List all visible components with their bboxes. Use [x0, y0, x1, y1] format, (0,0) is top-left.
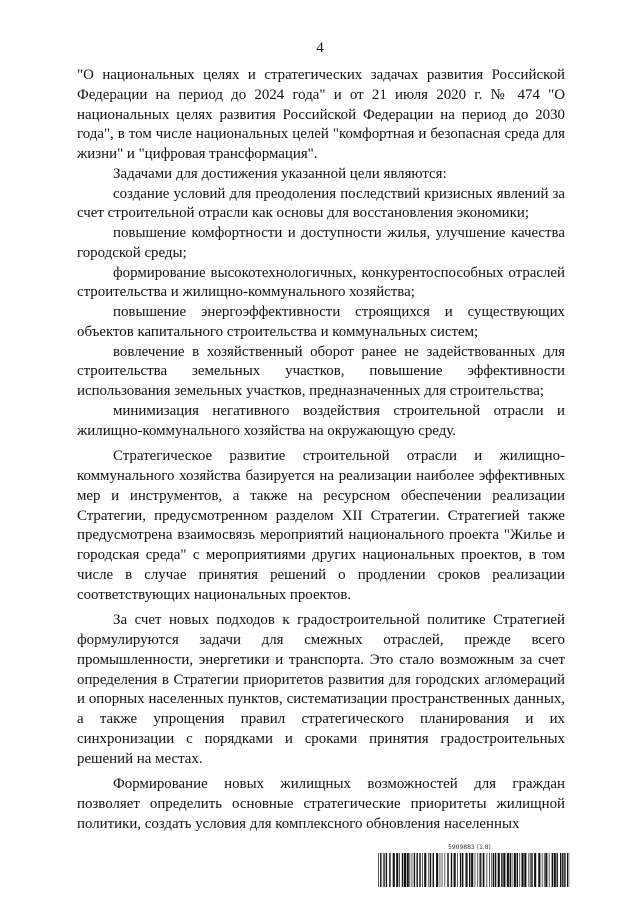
barcode-bar [493, 853, 494, 887]
barcode-bar [552, 853, 553, 887]
barcode-bar [567, 853, 568, 887]
barcode-bar [451, 853, 452, 887]
paragraph: повышение комфортности и доступности жилья, улучшение качества городской среды; [77, 225, 565, 261]
barcode-bar [534, 853, 536, 887]
paragraph: формирование высокотехнологичных, конкурентоспособных отраслей строительства и жилищно-коммунального хозяйства; [77, 264, 565, 301]
barcode-code: 5909883 (1.8) [448, 844, 491, 851]
barcode-bar [487, 853, 488, 887]
barcode-bar [554, 853, 556, 887]
paragraph: Стратегическое развитие строительной отрасли и жилищно-коммунального хозяйства базируется на реализации наиболее эффективных мер и инструментов, а также на ресурсном обеспечении реализации Стратегии, предусмотренном разделом XII Стратегии. Стратегией также предусмотрена взаимосвязь мероприятий национального проекта "Жилье и городская среда" с мероприятиями других национальных проектов, в том числе в случае принятия решений о продлении сроков реализации соответствующих национальных проектов. [77, 448, 565, 603]
body-text [77, 66, 565, 835]
barcode-bar [501, 853, 502, 887]
barcode-bar [454, 853, 456, 887]
barcode-bar [447, 853, 448, 887]
barcode-bar [522, 853, 524, 887]
barcode-bar [386, 853, 387, 887]
barcode-bar [564, 853, 565, 887]
barcode-bar [404, 853, 406, 887]
barcode-bar [514, 853, 516, 887]
barcode-bar [417, 853, 418, 887]
barcode-bar [562, 853, 563, 887]
paragraph: вовлечение в хозяйственный оборот ранее не задействованных для строительства земельных участков, повышение эффективности использования земельных участков, предназначенных для строительства; [77, 343, 565, 399]
barcode-bar [466, 853, 468, 887]
barcode-bar [512, 853, 513, 887]
barcode-bars [378, 853, 570, 887]
paragraph: создание условий для преодоления последствий кризисных явлений за счет строительной отрасли как основы для восстановления экономики; [77, 185, 565, 222]
barcode-bar [378, 853, 379, 887]
barcode-bar [531, 853, 532, 887]
barcode-bar [549, 853, 550, 887]
barcode-bar [433, 853, 434, 887]
barcode-bar [498, 853, 500, 887]
barcode-bar [430, 853, 431, 887]
paragraph: минимизация негативного воздействия строительной отрасли и жилищно-коммунального хозяйства на окружающую среду. [77, 402, 565, 439]
barcode-bar [530, 853, 531, 887]
barcode-bar [440, 853, 441, 887]
barcode-bar [469, 853, 470, 887]
barcode-bar [384, 853, 385, 887]
barcode-bar [545, 853, 547, 887]
paragraph: Задачами для достижения указанной цели являются: [113, 165, 447, 182]
barcode-bar [396, 853, 398, 887]
barcode-bar [519, 853, 520, 887]
barcode-bar [544, 853, 545, 887]
paragraph: повышение энергоэффективности строящихся и существующих объектов капитального строительства и коммунальных систем; [77, 304, 565, 340]
barcode-bar [471, 853, 473, 887]
barcode-bar [495, 853, 496, 887]
barcode-bar [393, 853, 395, 887]
barcode-bar [480, 853, 481, 887]
barcode-bar [524, 853, 526, 887]
barcode-bar [491, 853, 492, 887]
barcode-bar [445, 853, 446, 887]
barcode-bar [507, 853, 509, 887]
barcode-bar [510, 853, 511, 887]
barcode-bar [399, 853, 400, 887]
barcode-bar [483, 853, 484, 887]
barcode-bar [389, 853, 390, 887]
barcode-bar [419, 853, 420, 887]
barcode-bar [422, 853, 423, 887]
barcode-bar [424, 853, 426, 887]
paragraph: "О национальных целях и стратегических задачах развития Российской Федерации на период до 2024 года" и от 21 июля 2020 г. № 474 "О национальных целях развития Российской Федерации на период до 2030 года", в том числе национальных целей "комфортная и безопасная среда для жизни" и "цифровая трансформация". [77, 67, 565, 162]
barcode-bar [538, 853, 540, 887]
barcode-bar [407, 853, 409, 887]
barcode-bar [383, 853, 384, 887]
barcode-bar [410, 853, 411, 887]
barcode-bar [436, 853, 438, 887]
barcode-bar [475, 853, 476, 887]
barcode [378, 844, 570, 888]
barcode-bar [542, 853, 543, 887]
barcode-bar [460, 853, 461, 887]
barcode-bar [477, 853, 478, 887]
page-number: 4 [316, 40, 324, 56]
barcode-bar [529, 853, 530, 887]
barcode-bar [412, 853, 413, 887]
paragraph: За счет новых подходов к градостроительной политике Стратегией формулируются задачи для смежных отраслей, прежде всего промышленности, энергетики и транспорта. Это стало возможным за счет определения в Стратегии приоритетов развития для городских агломераций и опорных населенных пунктов, систематизации пространственных данных, а также упрощения правил стратегического планирования и их синхронизации с порядками и сроками принятия градостроительных решений на местах. [77, 612, 565, 767]
barcode-bar [428, 853, 429, 887]
barcode-bar [560, 853, 561, 887]
paragraph: Формирование новых жилищных возможностей для граждан позволяет определить основные стратегические приоритеты жилищной политики, создать условия для комплексного обновления населенных [77, 776, 565, 832]
barcode-bar [462, 853, 463, 887]
barcode-bar [489, 853, 490, 887]
barcode-bar [414, 853, 415, 887]
barcode-bar [517, 853, 518, 887]
barcode-bar [503, 853, 505, 887]
barcode-bar [380, 853, 381, 887]
barcode-bar [457, 853, 458, 887]
barcode-bar [402, 853, 403, 887]
barcode-bar [442, 853, 443, 887]
barcode-bar [482, 853, 483, 887]
barcode-bar [557, 853, 558, 887]
